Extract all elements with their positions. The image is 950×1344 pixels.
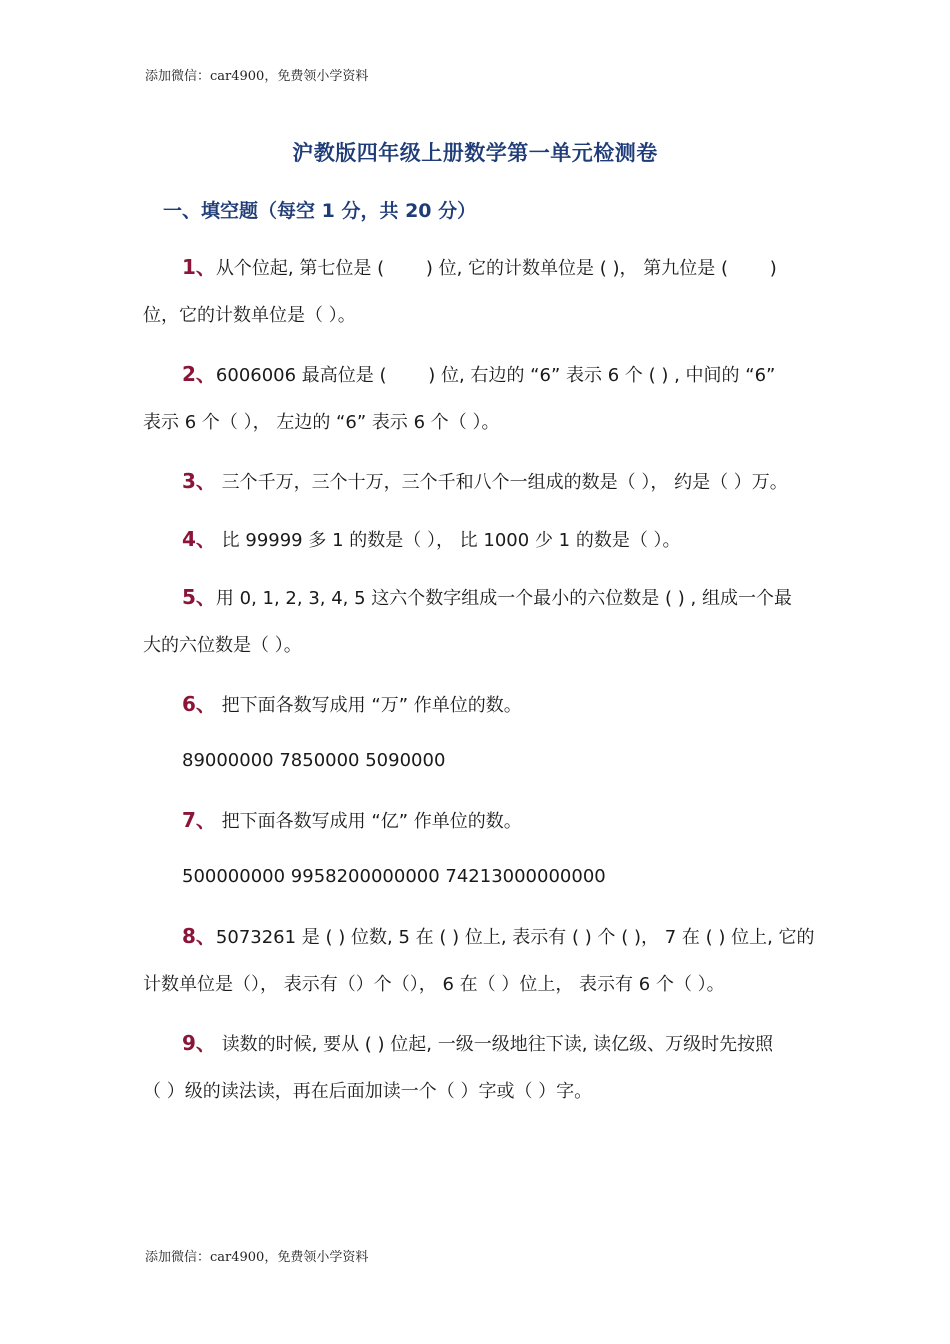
- question-9-number: 9、: [182, 1031, 216, 1055]
- question-3-number: 3、: [182, 469, 216, 493]
- question-4-number: 4、: [182, 527, 216, 551]
- question-8-line-1: [182, 924, 815, 950]
- question-2-text: 6006006 最高位是 ( ) 位, 右边的 “6” 表示 6 个 ( ) , 中间的 “6”: [215, 365, 776, 386]
- question-2-line-1: [182, 362, 775, 388]
- question-3-text: 三个千万，三个十万，三个千和八个一组成的数是（ ）， 约是（ ）万。: [215, 472, 788, 493]
- question-6-number: 6、: [182, 692, 216, 716]
- question-7-numbers: 500000000 9958200000000 74213000000000: [182, 866, 606, 887]
- question-4-line-1: [182, 527, 681, 553]
- question-7-line-1: [182, 808, 522, 834]
- page-title: 沪教版四年级上册数学第一单元检测卷: [292, 141, 658, 165]
- question-1-line-2: 位，它的计数单位是（ ）。: [143, 305, 356, 326]
- question-8-number: 8、: [182, 924, 216, 948]
- question-2-number: 2、: [182, 362, 216, 386]
- header-note: 添加微信：car4900，免费领小学资料: [145, 69, 369, 84]
- question-8-line-2: 计数单位是（）， 表示有（）个（）， 6 在（ ）位上， 表示有 6 个（ ）。: [143, 974, 725, 995]
- question-5-line-2: 大的六位数是（ ）。: [143, 635, 302, 656]
- question-6-line-1: [182, 692, 522, 718]
- question-5-line-1: [182, 585, 792, 611]
- question-9-text: 读数的时候, 要从 ( ) 位起, 一级一级地往下读, 读亿级、万级时先按照: [215, 1034, 774, 1055]
- question-6-text: 把下面各数写成用 “万” 作单位的数。: [215, 695, 522, 716]
- question-4-text: 比 99999 多 1 的数是（ ）， 比 1000 少 1 的数是（ ）。: [215, 530, 681, 551]
- question-7-text: 把下面各数写成用 “亿” 作单位的数。: [215, 811, 522, 832]
- section-heading: 一、填空题（每空 1 分，共 20 分）: [163, 200, 477, 222]
- question-3-line-1: [182, 469, 788, 495]
- question-6-numbers: 89000000 7850000 5090000: [182, 750, 446, 771]
- question-1-number: 1、: [182, 255, 216, 279]
- question-2-line-2: 表示 6 个（ ）， 左边的 “6” 表示 6 个（ ）。: [143, 412, 500, 433]
- question-9-line-2: （ ）级的读法读，再在后面加读一个（ ）字或（ ）字。: [143, 1081, 593, 1102]
- question-7-number: 7、: [182, 808, 216, 832]
- question-8-text: 5073261 是 ( ) 位数, 5 在 ( ) 位上, 表示有 ( ) 个 ( )， 7 在 ( ) 位上, 它的: [215, 927, 815, 948]
- question-5-text: 用 0, 1, 2, 3, 4, 5 这六个数字组成一个最小的六位数是 ( ) , 组成一个最: [215, 588, 792, 609]
- question-1-line-1: [182, 255, 777, 281]
- question-9-line-1: [182, 1031, 773, 1057]
- footer-note: 添加微信：car4900，免费领小学资料: [145, 1250, 369, 1265]
- question-1-text: 从个位起, 第七位是 ( ) 位, 它的计数单位是 ( )， 第九位是 ( ): [215, 258, 777, 279]
- question-5-number: 5、: [182, 585, 216, 609]
